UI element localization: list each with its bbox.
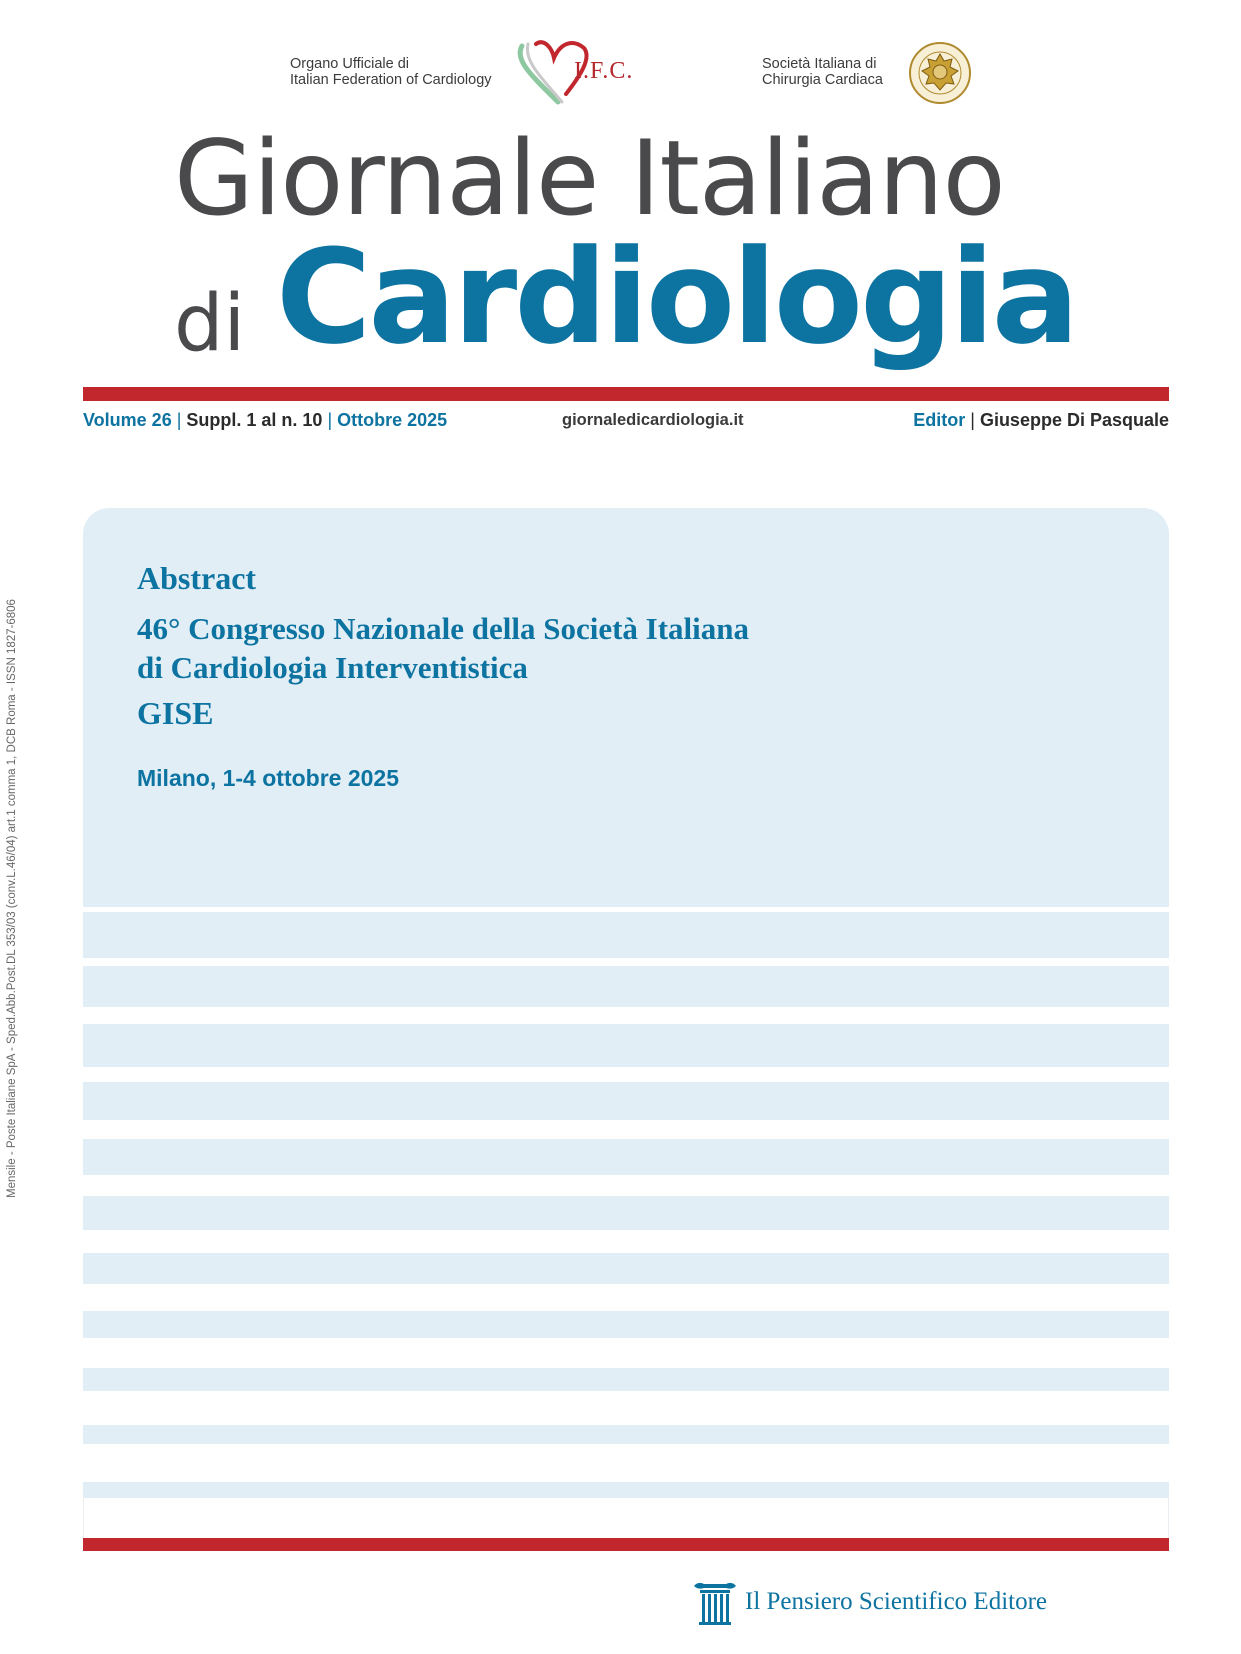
decorative-stripe — [83, 1311, 1169, 1338]
issue-date: Ottobre 2025 — [337, 410, 448, 430]
ifc-affiliation — [290, 56, 492, 88]
sicch-affiliation — [762, 56, 883, 88]
decorative-stripe — [83, 966, 1169, 1007]
decorative-stripe — [83, 1253, 1169, 1284]
decorative-stripe — [83, 1082, 1169, 1120]
separator: | — [327, 410, 333, 430]
editor-label: Editor — [913, 410, 966, 430]
decorative-stripe — [83, 912, 1169, 958]
separator: | — [176, 410, 182, 430]
publisher-name: Il Pensiero Scientifico Editore — [745, 1588, 1048, 1615]
decorative-stripe — [83, 1139, 1169, 1175]
issue-info — [83, 410, 447, 431]
journal-title-main: Cardiologia — [276, 221, 1077, 373]
congress-line2: di Cardiologia Interventistica — [137, 650, 528, 685]
editor-info — [913, 410, 1169, 431]
bottom-red-bar — [83, 1538, 1169, 1551]
separator: | — [970, 410, 975, 430]
panel-edge-left — [83, 1496, 84, 1538]
top-red-bar — [83, 387, 1169, 401]
decorative-stripe — [83, 1024, 1169, 1067]
journal-title-prefix: di — [174, 279, 246, 369]
ifc-affiliation-line1: Organo Ufficiale di — [290, 56, 410, 72]
publisher-logo — [692, 1580, 738, 1626]
decorative-stripe — [83, 1368, 1169, 1391]
panel-heading: Abstract — [137, 560, 257, 596]
congress-line1: 46° Congresso Nazionale della Società Italiana — [137, 611, 750, 646]
decorative-stripe — [83, 1425, 1169, 1444]
congress-title — [137, 609, 749, 687]
seal-icon — [908, 41, 972, 105]
ifc-logo — [514, 36, 644, 106]
ifc-affiliation-line2: Italian Federation of Cardiology — [290, 72, 492, 88]
sicch-affiliation-line2: Chirurgia Cardiaca — [762, 72, 883, 88]
volume: Volume 26 — [83, 410, 172, 430]
decorative-stripe — [83, 1196, 1169, 1230]
sicch-seal — [908, 41, 972, 105]
ifc-logo-text: I.F.C. — [574, 58, 634, 84]
sicch-affiliation-line1: Società Italiana di — [762, 56, 877, 72]
panel-edge-right — [1168, 1496, 1169, 1538]
website-link[interactable]: giornaledicardiologia.it — [562, 411, 744, 429]
editor-name: Giuseppe Di Pasquale — [979, 410, 1169, 430]
congress-location-date: Milano, 1-4 ottobre 2025 — [137, 765, 400, 791]
supplement: Suppl. 1 al n. 10 — [186, 410, 323, 430]
journal-title-line1: Giornale Italiano — [174, 119, 1005, 239]
decorative-stripe — [83, 1482, 1169, 1498]
postal-info-vertical: Mensile - Poste Italiane SpA - Sped.Abb.Post.DL 353/03 (conv.L.46/04) art.1 comma 1, DCB Roma - ISSN 1827-6806 — [6, 599, 18, 1198]
column-icon — [692, 1580, 738, 1626]
congress-acronym: GISE — [137, 695, 214, 731]
